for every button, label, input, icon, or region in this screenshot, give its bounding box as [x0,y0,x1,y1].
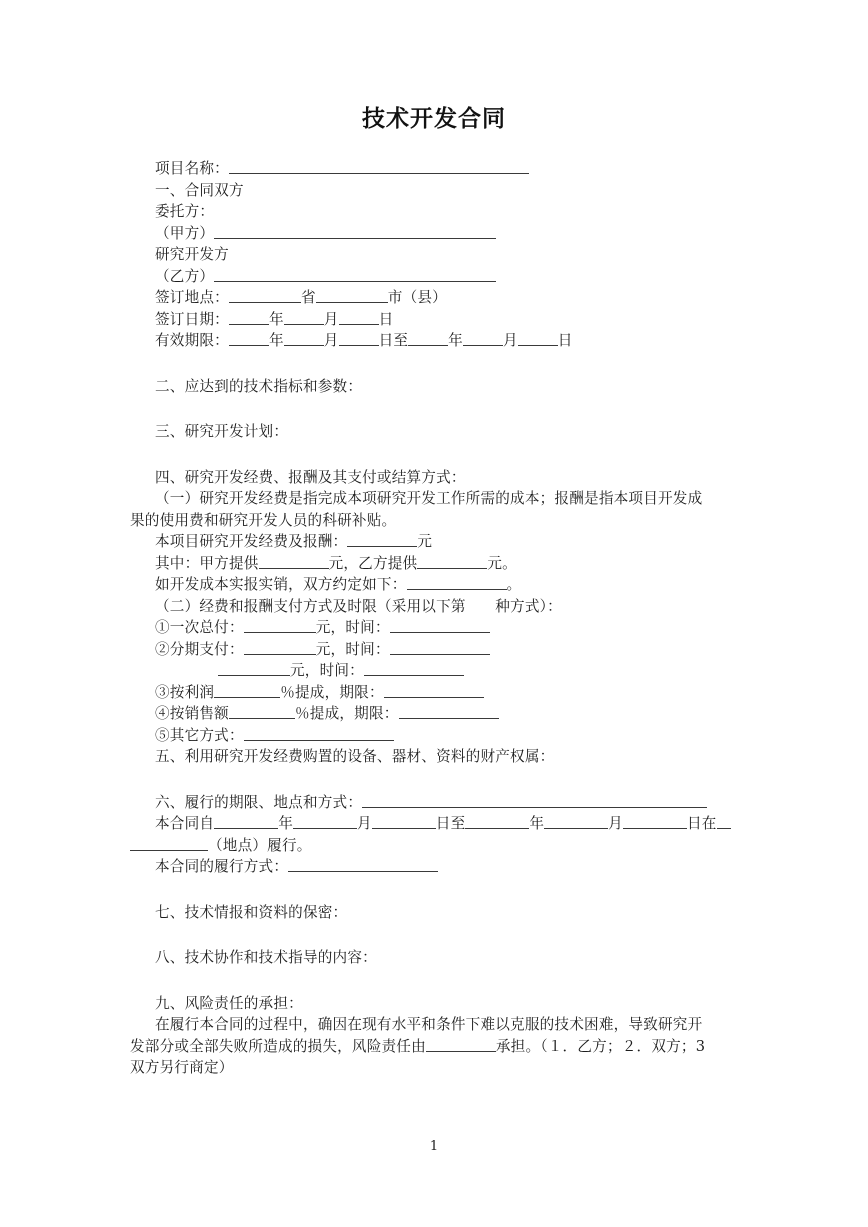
section-6-period-line [130,813,868,835]
party-a-label: （甲方） [155,224,215,242]
section-4-heading: 四、研究开发经费、报酬及其支付或结算方式： [155,468,466,486]
document-body [130,158,868,1079]
contract-to-year-blank[interactable] [465,813,529,829]
field-fee-split [130,553,868,575]
valid-from-month-unit: 月 [323,332,339,349]
payment-option-3-percent-blank[interactable] [214,682,280,698]
contract-to-month-unit: 月 [608,815,623,832]
payment-option-4-percent-blank[interactable] [229,703,295,719]
page-title: 技术开发合同 [362,106,506,132]
risk-line2-suffix: 承担。（１．乙方；２．双方；3 [495,1037,706,1055]
section-8-heading: 八、技术协作和技术指导的内容： [155,949,377,966]
payment-option-1-amount-blank[interactable] [244,617,316,633]
payment-option-4-label: ④按销售额 [155,705,229,722]
field-project-name [130,158,868,180]
sign-place-province-blank[interactable] [229,287,301,303]
payment-option-5-blank[interactable] [244,725,394,741]
section-6-label: 六、履行的期限、地点和方式： [155,793,363,811]
valid-from-day-blank[interactable] [339,330,379,346]
contract-place-blank-part1[interactable] [717,813,731,829]
valid-to-year-blank[interactable] [408,330,448,346]
spacer [130,768,868,792]
field-party-b [130,266,868,288]
actual-cost-blank[interactable] [407,574,507,590]
field-total-fee [130,531,868,553]
payment-option-1-mid: 元，时间： [315,619,390,636]
section-6-method-line [130,856,868,878]
field-sign-date [130,309,868,331]
section-9-heading: 九、风险责任的承担： [155,994,303,1012]
project-name-label: 项目名称： [155,160,229,177]
contract-to-separator: 日至 [435,815,466,832]
payment-option-2-mid: 元，时间： [315,640,390,658]
section-7-heading: 七、技术情报和资料的保密： [155,903,348,921]
section-3-heading: 三、研究开发计划： [155,423,289,440]
payment-option-2 [130,639,868,661]
section-9-para-line1: 在履行本合同的过程中，确因在现有水平和条件下难以克服的技术困难，导致研究开 [155,1016,703,1033]
payment-option-3 [130,682,868,704]
section-6-place-line [130,835,868,857]
sign-place-city-blank[interactable] [316,287,388,303]
party-a-blank[interactable] [214,223,496,239]
payment-option-3-mid: ％提成，期限： [280,683,384,701]
contract-from-year-blank[interactable] [214,813,278,829]
spacer [130,923,868,947]
valid-from-year-blank[interactable] [229,330,269,346]
payment-option-1-time-blank[interactable] [390,617,490,633]
sign-date-day-unit: 日 [378,310,394,328]
contract-place-label: （地点）履行。 [208,836,312,854]
sign-date-label: 签订日期： [155,310,229,328]
valid-to-day-blank[interactable] [518,330,558,346]
payment-option-4-mid: ％提成，期限： [294,705,399,722]
sign-date-month-blank[interactable] [284,309,324,325]
section-2-heading: 二、应达到的技术指标和参数： [155,377,363,395]
sign-place-city-unit: 市（县） [387,289,447,306]
section-4-para1-line1: （一）研究开发经费是指完成本项研究开发工作所需的成本；报酬是指本项目开发成 [155,490,703,507]
field-valid-period [130,330,868,352]
section-6-blank[interactable] [362,792,707,808]
payment-option-1-label: ①一次总付： [155,619,244,636]
party-b-blank[interactable] [214,266,496,282]
party-b-label: （乙方） [155,267,215,285]
field-party-a [130,223,868,245]
sign-date-day-blank[interactable] [339,309,379,325]
project-name-blank[interactable] [229,158,529,174]
valid-period-label: 有效期限： [155,332,229,349]
contract-place-blank-part2[interactable] [130,835,208,851]
field-client-label: 委托方： [155,203,215,220]
spacer [130,878,868,902]
field-actual-cost [130,574,868,596]
section-4-para2: （二）经费和报酬支付方式及时限（采用以下第 种方式）： [155,597,562,615]
contract-from-month-blank[interactable] [293,813,357,829]
contract-from-day-blank[interactable] [372,813,436,829]
fee-split-end: 元。 [487,554,517,572]
fee-party-a-blank[interactable] [259,553,329,569]
contract-method-blank[interactable] [288,856,438,872]
valid-to-month-blank[interactable] [463,330,503,346]
contract-to-year-unit: 年 [529,815,545,832]
section-1-heading: 一、合同双方 [155,181,244,199]
payment-option-2b-mid: 元，时间： [290,662,364,679]
actual-cost-label: 如开发成本实报实销，双方约定如下： [155,576,407,593]
payment-option-2-label: ②分期支付： [155,640,244,658]
section-5-heading: 五、利用研究开发经费购置的设备、器材、资料的财产权属： [155,748,555,765]
payment-option-5-label: ⑤其它方式： [155,726,244,744]
payment-option-3-label: ③按利润 [155,683,215,701]
section-9-para-line3: 双方另行商定） [130,1059,234,1076]
valid-from-year-unit: 年 [268,332,284,349]
section-9-para-line2 [130,1036,868,1058]
risk-line2-prefix: 发部分或全部失败所造成的损失，风险责任由 [130,1037,426,1055]
spacer [130,352,868,376]
total-fee-blank[interactable] [347,531,417,547]
contract-to-month-blank[interactable] [544,813,608,829]
fee-party-b-blank[interactable] [417,553,487,569]
section-6-heading [130,792,868,814]
risk-bearer-blank[interactable] [426,1036,496,1052]
contract-from-month-unit: 月 [356,815,372,832]
payment-option-4 [130,703,868,725]
sign-date-month-unit: 月 [323,310,339,328]
field-developer-label: 研究开发方 [155,246,229,263]
total-fee-label: 本项目研究开发经费及报酬： [155,533,348,550]
sign-date-year-blank[interactable] [229,309,269,325]
spacer [130,397,868,421]
payment-option-4-term-blank[interactable] [399,703,499,719]
valid-from-month-blank[interactable] [284,330,324,346]
field-sign-place [130,287,868,309]
payment-option-2-continuation [130,660,868,682]
valid-to-day-unit: 日 [557,332,573,349]
sign-place-province-unit: 省 [300,289,316,306]
contract-to-day-blank[interactable] [623,813,687,829]
page-number: 1 [429,1139,439,1154]
valid-to-month-unit: 月 [502,332,518,349]
fee-split-label-a: 其中：甲方提供 [155,554,259,572]
contract-from-year-unit: 年 [278,815,293,832]
sign-date-year-unit: 年 [268,310,284,328]
payment-option-2b-time-blank[interactable] [364,660,464,676]
total-fee-unit: 元 [417,533,433,550]
sign-place-label: 签订地点： [155,289,229,306]
contract-to-day-unit: 日在 [686,815,717,832]
section-4-para1-line2: 果的使用费和研究开发人员的科研补贴。 [130,511,397,529]
payment-option-5 [130,725,868,747]
payment-option-3-term-blank[interactable] [384,682,484,698]
valid-to-separator: 日至 [378,332,409,349]
payment-option-1 [130,617,868,639]
payment-option-2-amount-blank[interactable] [244,639,316,655]
fee-split-label-b: 元，乙方提供 [328,554,418,572]
contract-from-label: 本合同自 [155,815,215,832]
spacer [130,969,868,993]
spacer [130,443,868,467]
contract-method-label: 本合同的履行方式： [155,858,289,875]
payment-option-2-time-blank[interactable] [390,639,490,655]
actual-cost-end: 。 [506,576,522,593]
valid-to-year-unit: 年 [448,332,463,349]
payment-option-2b-amount-blank[interactable] [218,660,290,676]
